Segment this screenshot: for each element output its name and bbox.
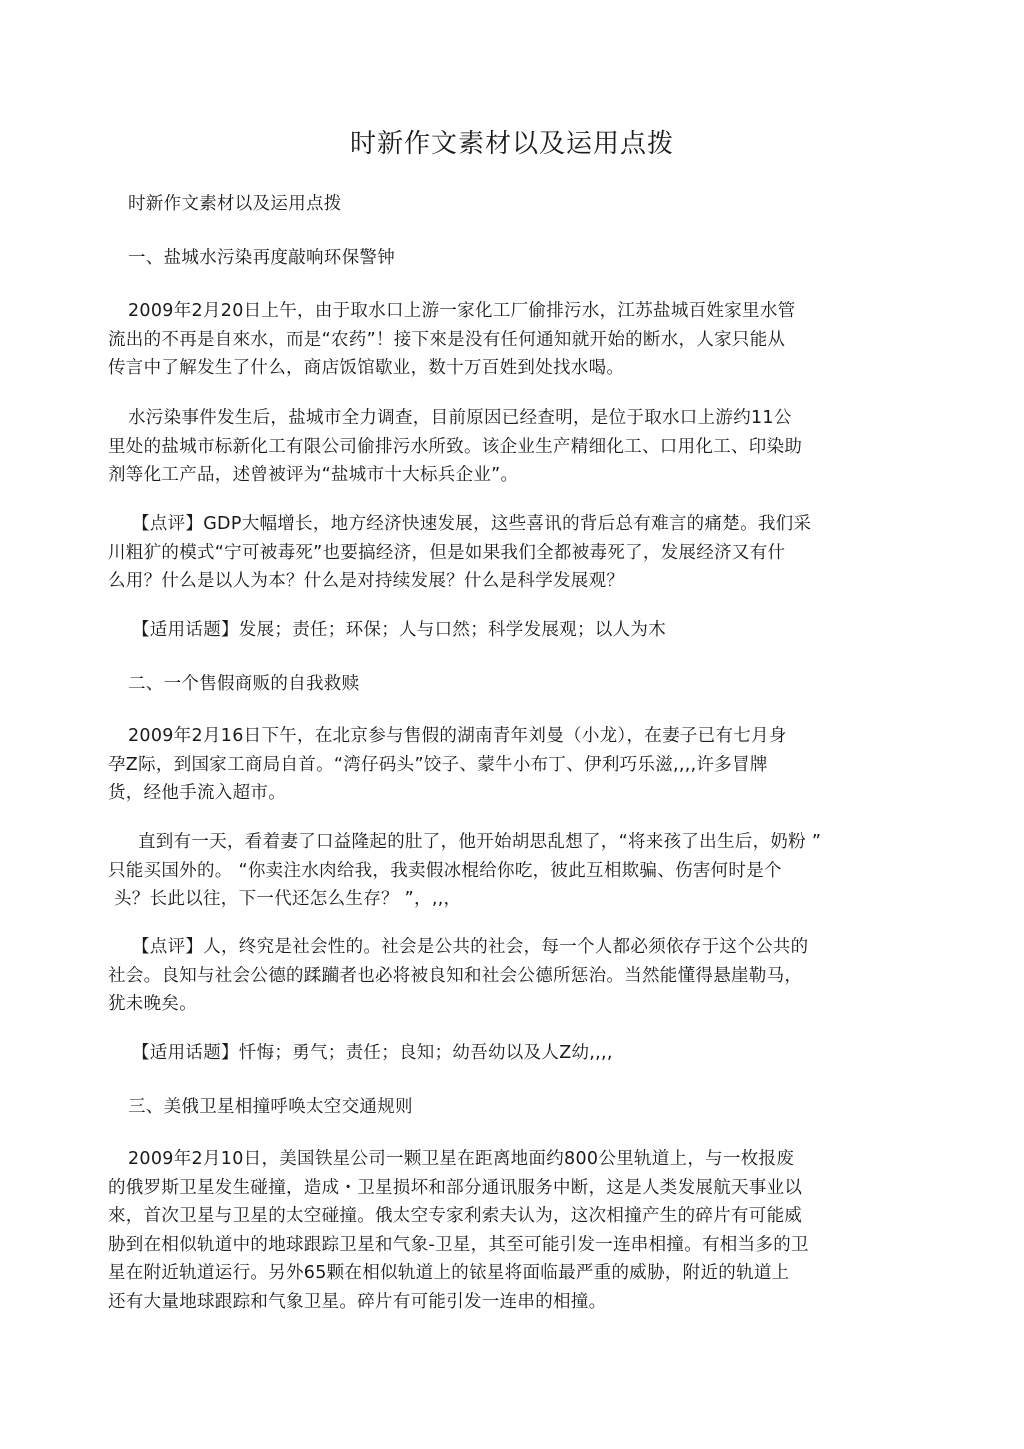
paragraph-line: 2009年2月16日下午，在北京参与售假的湖南青年刘曼（小龙），在妻子已有七月身 [128, 726, 787, 746]
comment-line: 川粗犷的模式“宁可被毒死”也要搞经济，但是如果我们全都被毒死了，发展经济又有什 [108, 542, 786, 563]
paragraph-2-1 [108, 722, 878, 808]
section-heading-2: 二、一个售假商贩的自我救赎 [128, 674, 360, 694]
comment-line: 社会。良知与社会公德的蹂躏者也必将被良知和社会公德所惩治。当然能懂得悬崖勒马， [108, 965, 803, 986]
paragraph-3-1 [108, 1145, 878, 1316]
paragraph-line: 來，首次卫星与卫星的太空碰撞。俄太空专家利索夫认为，这次相撞产生的碎片有可能威 [108, 1206, 803, 1226]
comment-line: 么用？什么是以人为本？什么是对持续发展？什么是科学发展观？ [108, 571, 625, 591]
paragraph-line: 直到有一天，看着妻了口益隆起的肚了，他开始胡思乱想了，“将来孩了出生后，奶粉 ” [138, 832, 822, 852]
paragraph-line: 2009年2月20日上午，由于取水口上游一家化工厂偷排污水，江苏盐城百姓家里水管 [128, 301, 796, 321]
paragraph-line: 货，经他手流入超市。 [108, 783, 286, 803]
paragraph-line: 2009年2月10日，美国铁星公司一颗卫星在距离地面约800公里轨道上，与一枚报废 [128, 1149, 795, 1169]
paragraph-line: 流出的不再是自來水，而是“农药”！接下來是没有任何通知就开始的断水，人家只能从 [108, 329, 786, 350]
section-heading-1: 一、盐城水污染再度敲响环保警钟 [128, 248, 395, 268]
comment-2 [108, 933, 878, 1019]
topics-2: 【适用话题】忏悔；勇气；责任；良知；幼吾幼以及人Z幼,,,, [132, 1043, 613, 1063]
section-heading-3: 三、美俄卫星相撞呼唤太空交通规则 [128, 1097, 413, 1117]
comment-line: 【点评】人，终究是社会性的。社会是公共的社会，每一个人都必须依存于这个公共的 [132, 937, 809, 957]
paragraph-line: 星在附近轨道运行。另外65颗在相似轨道上的铱星将面临最严重的威胁，附近的轨道上 [108, 1263, 790, 1283]
subtitle: 时新作文素材以及运用点拨 [128, 194, 342, 214]
comment-1 [108, 510, 878, 596]
paragraph-line: 胁到在相似轨道中的地球跟踪卫星和气象-卫星，其至可能引发一连串相撞。有相当多的卫 [108, 1234, 809, 1255]
paragraph-line: 的俄罗斯卫星发生碰撞，造成・卫星损坏和部分通讯服务中断，这是人类发展航天事业以 [108, 1177, 803, 1198]
paragraph-line: 头？长此以往，下一代还怎么生存？ ”，,,， [114, 889, 462, 909]
paragraph-2-2 [108, 828, 878, 914]
paragraph-1-2 [108, 404, 878, 490]
paragraph-1-1 [108, 297, 878, 383]
paragraph-line: 孕Z际，到国家工商局自首。“湾仔码头”饺子、蒙牛小布丁、伊利巧乐滋,,,,许多冒牌 [108, 754, 768, 775]
comment-line: 【点评】GDP大幅增长，地方经济快速发展，这些喜讯的背后总有难言的痛楚。我们采 [132, 514, 812, 534]
paragraph-line: 里处的盐城市标新化工有限公司偷排污水所致。该企业生产精细化工、口用化工、印染助 [108, 436, 803, 457]
topics-1: 【适用话题】发展；责任；环保；人与口然；科学发展观；以人为木 [132, 620, 666, 640]
comment-line: 犹未晚矣。 [108, 994, 197, 1014]
paragraph-line: 还有大量地球跟踪和气象卫星。碎片有可能引发一连串的相撞。 [108, 1291, 607, 1312]
paragraph-line: 水污染事件发生后，盐城市全力调查，目前原因已经查明，是位于取水口上游约11公 [128, 408, 792, 428]
paragraph-line: 只能买国外的。 “你卖注水肉给我，我卖假冰棍给你吃，彼此互相欺骗、伤害何时是个 [108, 860, 782, 881]
paragraph-line: 传言中了解发生了什么，商店饭馆歇业，数十万百姓到处找水喝。 [108, 358, 625, 378]
paragraph-line: 剂等化工产品，述曾被评为“盐城市十大标兵企业”。 [108, 465, 519, 485]
page-title: 时新作文素材以及运用点拨 [349, 129, 674, 159]
